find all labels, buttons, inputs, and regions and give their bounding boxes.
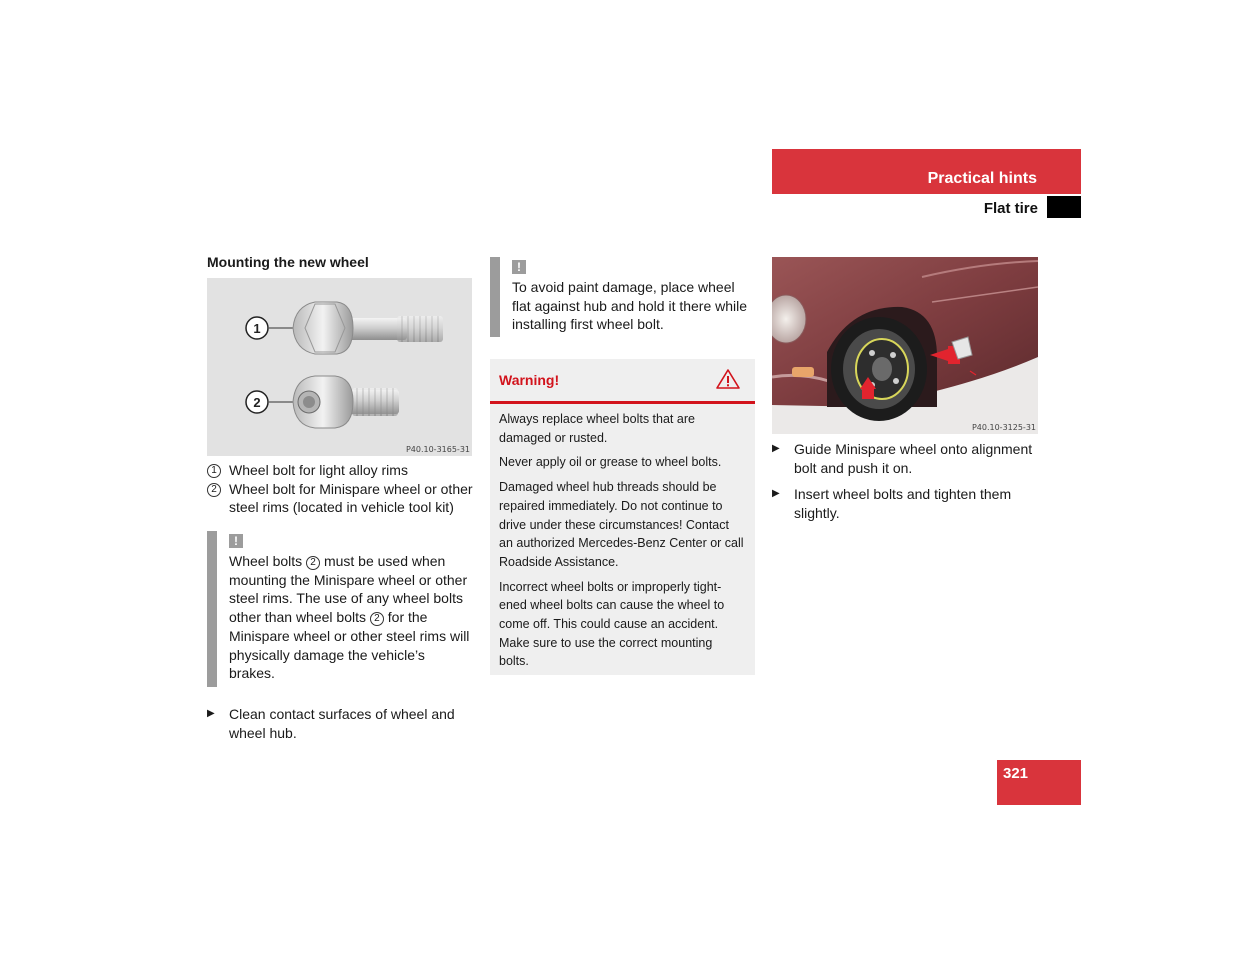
legend-number: 2 (207, 483, 221, 497)
warning-paragraph: Incorrect wheel bolts or improperly tight-ened wheel bolts can cause the wheel to come off. This could cause an accident. Make sure to use the correct mounting bolts. (499, 579, 725, 669)
figure-code: P40.10-3165-31 (405, 445, 470, 454)
inline-ref-number: 2 (370, 612, 384, 626)
note-text: To avoid paint damage, place wheel flat against hub and hold it there while installing first wheel bolt. (512, 279, 748, 333)
legend-item-1 (207, 461, 477, 480)
warning-paragraph: Damaged wheel hub threads should be repaired immediately. Do not continue to drive under these circumstances! Contact an authorized Mercedes-Benz Center or call Roadside Assistance. (499, 480, 744, 569)
warning-paragraph: Never apply oil or grease to wheel bolts. (499, 455, 722, 470)
page-number: 321 (1003, 765, 1029, 782)
note-box-paint-damage (490, 257, 755, 337)
subsection-marker (1047, 196, 1081, 218)
legend-number: 1 (207, 464, 221, 478)
minispare-wheel-photo (772, 257, 1038, 434)
section-heading: Mounting the new wheel (207, 254, 369, 270)
note-text (229, 552, 472, 683)
warning-header (490, 359, 755, 404)
section-title: Practical hints (927, 170, 1037, 187)
warning-paragraph: Always replace wheel bolts that are damaged or rusted. (499, 412, 695, 445)
note-text-part: must be used when mounting the Minispare wheel or other steel rims. The use of any wheel bolts other than wheel bolts (229, 553, 468, 626)
bullet-arrow-icon: ▶ (772, 488, 780, 499)
exclamation-icon: ! (229, 534, 243, 548)
warning-triangle-icon (715, 368, 741, 395)
instruction-step (207, 705, 472, 742)
inline-ref-number: 2 (306, 556, 320, 570)
step-text: Clean contact surfaces of wheel and wheel hub. (229, 706, 455, 741)
figure-code: P40.10-3125-31 (971, 423, 1036, 432)
legend-text: Wheel bolt for Minispare wheel or other steel rims (located in vehicle tool kit) (229, 480, 473, 515)
instruction-steps (772, 440, 1038, 522)
exclamation-icon: ! (512, 260, 526, 274)
legend-item-2 (207, 480, 477, 517)
car-wheel-drawing (772, 257, 1038, 434)
note-text-part: Wheel bolts (229, 553, 303, 569)
wheel-bolts-illustration (207, 278, 472, 456)
warning-box (490, 359, 755, 675)
bullet-arrow-icon: ▶ (207, 708, 215, 719)
warning-label: Warning! (499, 372, 560, 388)
section-header-band (772, 149, 1081, 194)
step-text: Insert wheel bolts and tighten them slightly. (794, 486, 1012, 521)
instruction-step (772, 440, 1038, 477)
legend-text: Wheel bolt for light alloy rims (229, 462, 408, 478)
svg-text:2: 2 (253, 395, 261, 410)
note-box-wheel-bolts (207, 531, 472, 687)
warning-body (490, 404, 755, 671)
note-text-part: for the Minispare wheel or other steel rims will physically damage the vehicle’s brakes. (229, 609, 470, 682)
wheel-bolts-drawing (207, 278, 472, 456)
bullet-arrow-icon: ▶ (772, 443, 780, 454)
step-text: Guide Minispare wheel onto alignment bolt and push it on. (794, 441, 1033, 476)
subsection-title: Flat tire (983, 200, 1038, 217)
instruction-step (772, 485, 1038, 522)
figure-legend (207, 461, 477, 517)
svg-text:1: 1 (253, 321, 261, 336)
page-number-band (997, 760, 1081, 805)
